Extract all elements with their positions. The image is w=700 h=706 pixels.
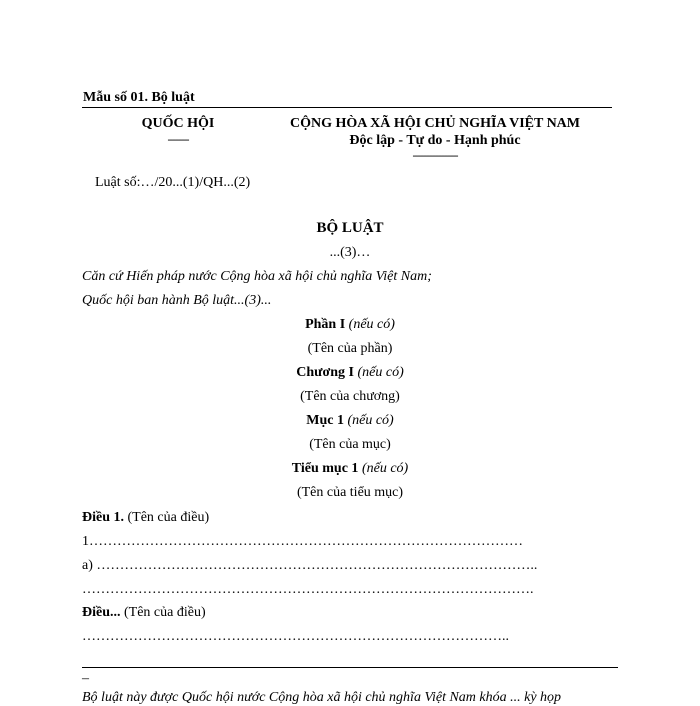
closing-text: Bộ luật này được Quốc hội nước Cộng hòa xã hội chủ nghĩa Việt Nam khóa ... kỳ họp xyxy=(82,690,562,705)
article-n-name: (Tên của điều) xyxy=(124,605,206,620)
part-note: (nếu có) xyxy=(348,317,395,332)
preamble-line-1: Căn cứ Hiến pháp nước Cộng hòa xã hội chủ nghĩa Việt Nam; xyxy=(82,269,432,284)
preamble-line-2: Quốc hội ban hành Bộ luật...(3)... xyxy=(82,293,272,308)
article-1-dots: ……………………………………………………………………………………. xyxy=(82,582,534,597)
chapter-note: (nếu có) xyxy=(357,365,404,380)
chapter-name: (Tên của chương) xyxy=(300,389,400,404)
subsection-label: Tiểu mục 1 xyxy=(291,461,359,476)
subsection-name: (Tên của tiểu mục) xyxy=(296,485,404,500)
separator-line xyxy=(82,667,618,668)
article-1-label: Điều 1. xyxy=(82,510,124,525)
article-1-point: a) ………………………………………………………………………………….. xyxy=(82,558,538,573)
chapter-heading xyxy=(0,365,700,381)
separator-dash: – xyxy=(82,671,89,686)
issuer-underline: ------- xyxy=(167,132,189,146)
national-title: CỘNG HÒA XÃ HỘI CHỦ NGHĨA VIỆT NAM xyxy=(289,116,580,131)
part-label: Phần I xyxy=(305,317,346,332)
article-1-clause: 1………………………………………………………………………………… xyxy=(82,534,523,549)
section-label: Mục 1 xyxy=(306,413,344,428)
national-motto: Độc lập - Tự do - Hạnh phúc xyxy=(349,133,521,148)
law-number: Luật số:…/20...(1)/QH...(2) xyxy=(95,175,251,190)
subsection-heading xyxy=(0,461,700,477)
part-name: (Tên của phần) xyxy=(307,341,393,356)
document-subtitle: ...(3)… xyxy=(329,245,371,260)
issuer-name: QUỐC HỘI xyxy=(141,116,215,131)
article-n-label: Điều... xyxy=(82,605,121,620)
chapter-label: Chương I xyxy=(296,365,355,380)
section-heading xyxy=(0,413,700,429)
national-underline: --------------- xyxy=(412,148,458,162)
article-1-name: (Tên của điều) xyxy=(127,510,210,525)
article-1-heading xyxy=(82,510,209,526)
section-note: (nếu có) xyxy=(347,413,394,428)
form-label: Mẫu số 01. Bộ luật xyxy=(83,90,195,105)
article-n-heading xyxy=(82,605,206,621)
document-title: BỘ LUẬT xyxy=(316,220,384,236)
article-n-dots: ……………………………………………………………………………….. xyxy=(82,629,509,644)
header-rule xyxy=(82,107,612,108)
section-name: (Tên của mục) xyxy=(309,437,391,452)
part-heading xyxy=(0,317,700,333)
subsection-note: (nếu có) xyxy=(361,461,409,476)
